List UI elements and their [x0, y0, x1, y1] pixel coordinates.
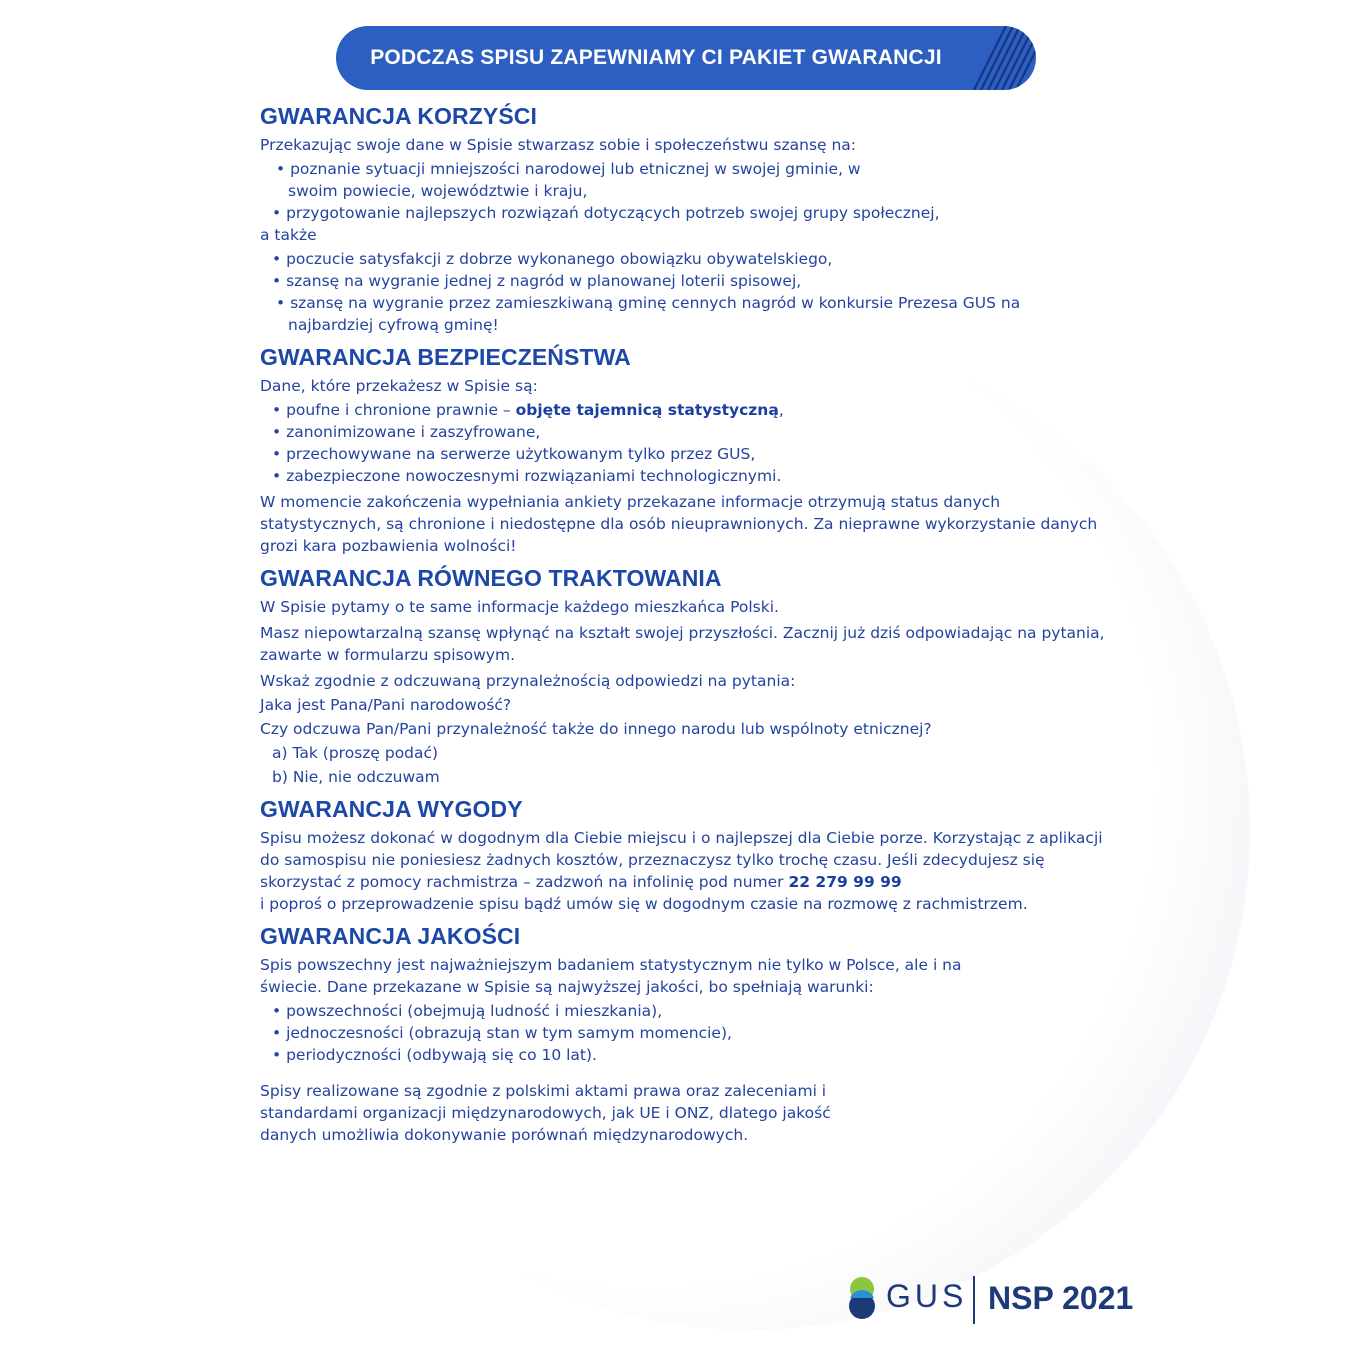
- list-item: a) Tak (proszę podać): [272, 744, 439, 762]
- heading-bezpieczenstwo: GWARANCJA BEZPIECZEŃSTWA: [260, 344, 631, 370]
- gus-nsp-logo: [846, 1276, 1136, 1326]
- list-item: • poczucie satysfakcji z dobrze wykonanego obowiązku obywatelskiego,: [272, 250, 833, 268]
- list-item: • jednoczesności (obrazują stan w tym samym momencie),: [272, 1024, 732, 1042]
- korzysci-also: a także: [260, 226, 317, 244]
- list-item: b) Nie, nie odczuwam: [272, 768, 440, 786]
- list-item: • periodyczności (odbywają się co 10 lat).: [272, 1046, 597, 1064]
- wygody-text-after: i poproś o przeprowadzenie spisu bądź umów się w dogodnym czasie na rozmowę z rachmistrzem.: [260, 895, 1028, 913]
- rowne-p3: Wskaż zgodnie z odczuwaną przynależnością odpowiedzi na pytania:: [260, 672, 796, 690]
- rowne-p1: W Spisie pytamy o te same informacje każdego mieszkańca Polski.: [260, 598, 779, 616]
- heading-wygody: GWARANCJA WYGODY: [260, 796, 523, 822]
- content: [258, 103, 1108, 1154]
- section-jakosci: [258, 923, 1108, 1146]
- wygody-text: [260, 827, 1108, 915]
- korzysci-intro: Przekazując swoje dane w Spisie stwarzasz sobie i społeczeństwu szansę na:: [260, 136, 857, 154]
- list-item: • szansę na wygranie przez zamieszkiwaną gminę cennych nagród w konkursie Prezesa GUS na najbardziej cyfrową gminę!: [276, 294, 1021, 334]
- rowne-p2: Masz niepowtarzalną szansę wpłynąć na kształt swojej przyszłości. Zacznij już dziś odpowiadając na pytania, zawarte w formularzu spisowym.: [260, 624, 1105, 664]
- rowne-q2: Czy odczuwa Pan/Pani przynależność także do innego narodu lub wspólnoty etnicznej?: [260, 720, 932, 738]
- section-korzysci: [258, 103, 1108, 336]
- bezpieczenstwo-outro: W momencie zakończenia wypełniania ankiety przekazane informacje otrzymują status danych statystycznych, są chronione i niedostępne dla osób nieuprawnionych. Za nieprawne wykorzystanie danych grozi kara pozbawienia wolności!: [260, 493, 1098, 555]
- gus-text: GUS: [886, 1278, 968, 1314]
- heading-rowne: GWARANCJA RÓWNEGO TRAKTOWANIA: [260, 565, 722, 591]
- bullet-end: ,: [778, 401, 784, 419]
- jakosci-intro: Spis powszechny jest najważniejszym badaniem statystycznym nie tylko w Polsce, ale i na świecie. Dane przekazane w Spisie są najwyższej jakości, bo spełniają warunki:: [260, 956, 962, 996]
- nsp-text: NSP 2021: [988, 1280, 1134, 1316]
- list-item: • powszechności (obejmują ludność i mieszkania),: [272, 1002, 663, 1020]
- list-item: • zanonimizowane i zaszyfrowane,: [272, 423, 541, 441]
- rowne-q1: Jaka jest Pana/Pani narodowość?: [260, 696, 512, 714]
- bullet-text: • poufne i chronione prawnie –: [272, 401, 516, 419]
- bold-text: objęte tajemnicą statystyczną: [515, 401, 779, 419]
- list-item: [272, 399, 1108, 421]
- gus-logo-icon: [846, 1276, 886, 1320]
- list-item: • szansę na wygranie jednej z nagród w planowanej loterii spisowej,: [272, 272, 802, 290]
- header-banner: [336, 26, 1036, 90]
- bezpieczenstwo-intro: Dane, które przekażesz w Spisie są:: [260, 377, 538, 395]
- logo-divider: [973, 1276, 975, 1324]
- phone-number: 22 279 99 99: [788, 873, 902, 891]
- list-item: • przygotowanie najlepszych rozwiązań dotyczących potrzeb swojej grupy społecznej,: [272, 204, 940, 222]
- heading-jakosci: GWARANCJA JAKOŚCI: [260, 923, 521, 949]
- jakosci-outro: Spisy realizowane są zgodnie z polskimi aktami prawa oraz zaleceniami i standardami organizacji międzynarodowych, jak UE i ONZ, dlatego jakość danych umożliwia dokonywanie porównań międzynarodowych.: [260, 1082, 831, 1144]
- heading-korzysci: GWARANCJA KORZYŚCI: [260, 103, 537, 129]
- header-title: PODCZAS SPISU ZAPEWNIAMY CI PAKIET GWARANCJI: [370, 46, 942, 69]
- section-bezpieczenstwo: [258, 344, 1108, 557]
- diagonal-stripes-icon: [966, 26, 1036, 90]
- list-item: • poznanie sytuacji mniejszości narodowej lub etnicznej w swojej gminie, w swoim powiecie, województwie i kraju,: [276, 160, 861, 200]
- section-wygody: [258, 796, 1108, 915]
- section-rowne: [258, 565, 1108, 788]
- list-item: • zabezpieczone nowoczesnymi rozwiązaniami technologicznymi.: [272, 467, 782, 485]
- wygody-text-before: Spisu możesz dokonać w dogodnym dla Ciebie miejscu i o najlepszej dla Ciebie porze. Korzystając z aplikacji do samospisu nie poniesiesz żadnych kosztów, przeznaczysz tylko trochę czasu. Jeśli zdecydujesz się skorzystać z pomocy rachmistrza – zadzwoń na infolinię pod numer: [260, 829, 1103, 891]
- list-item: • przechowywane na serwerze użytkowanym tylko przez GUS,: [272, 445, 756, 463]
